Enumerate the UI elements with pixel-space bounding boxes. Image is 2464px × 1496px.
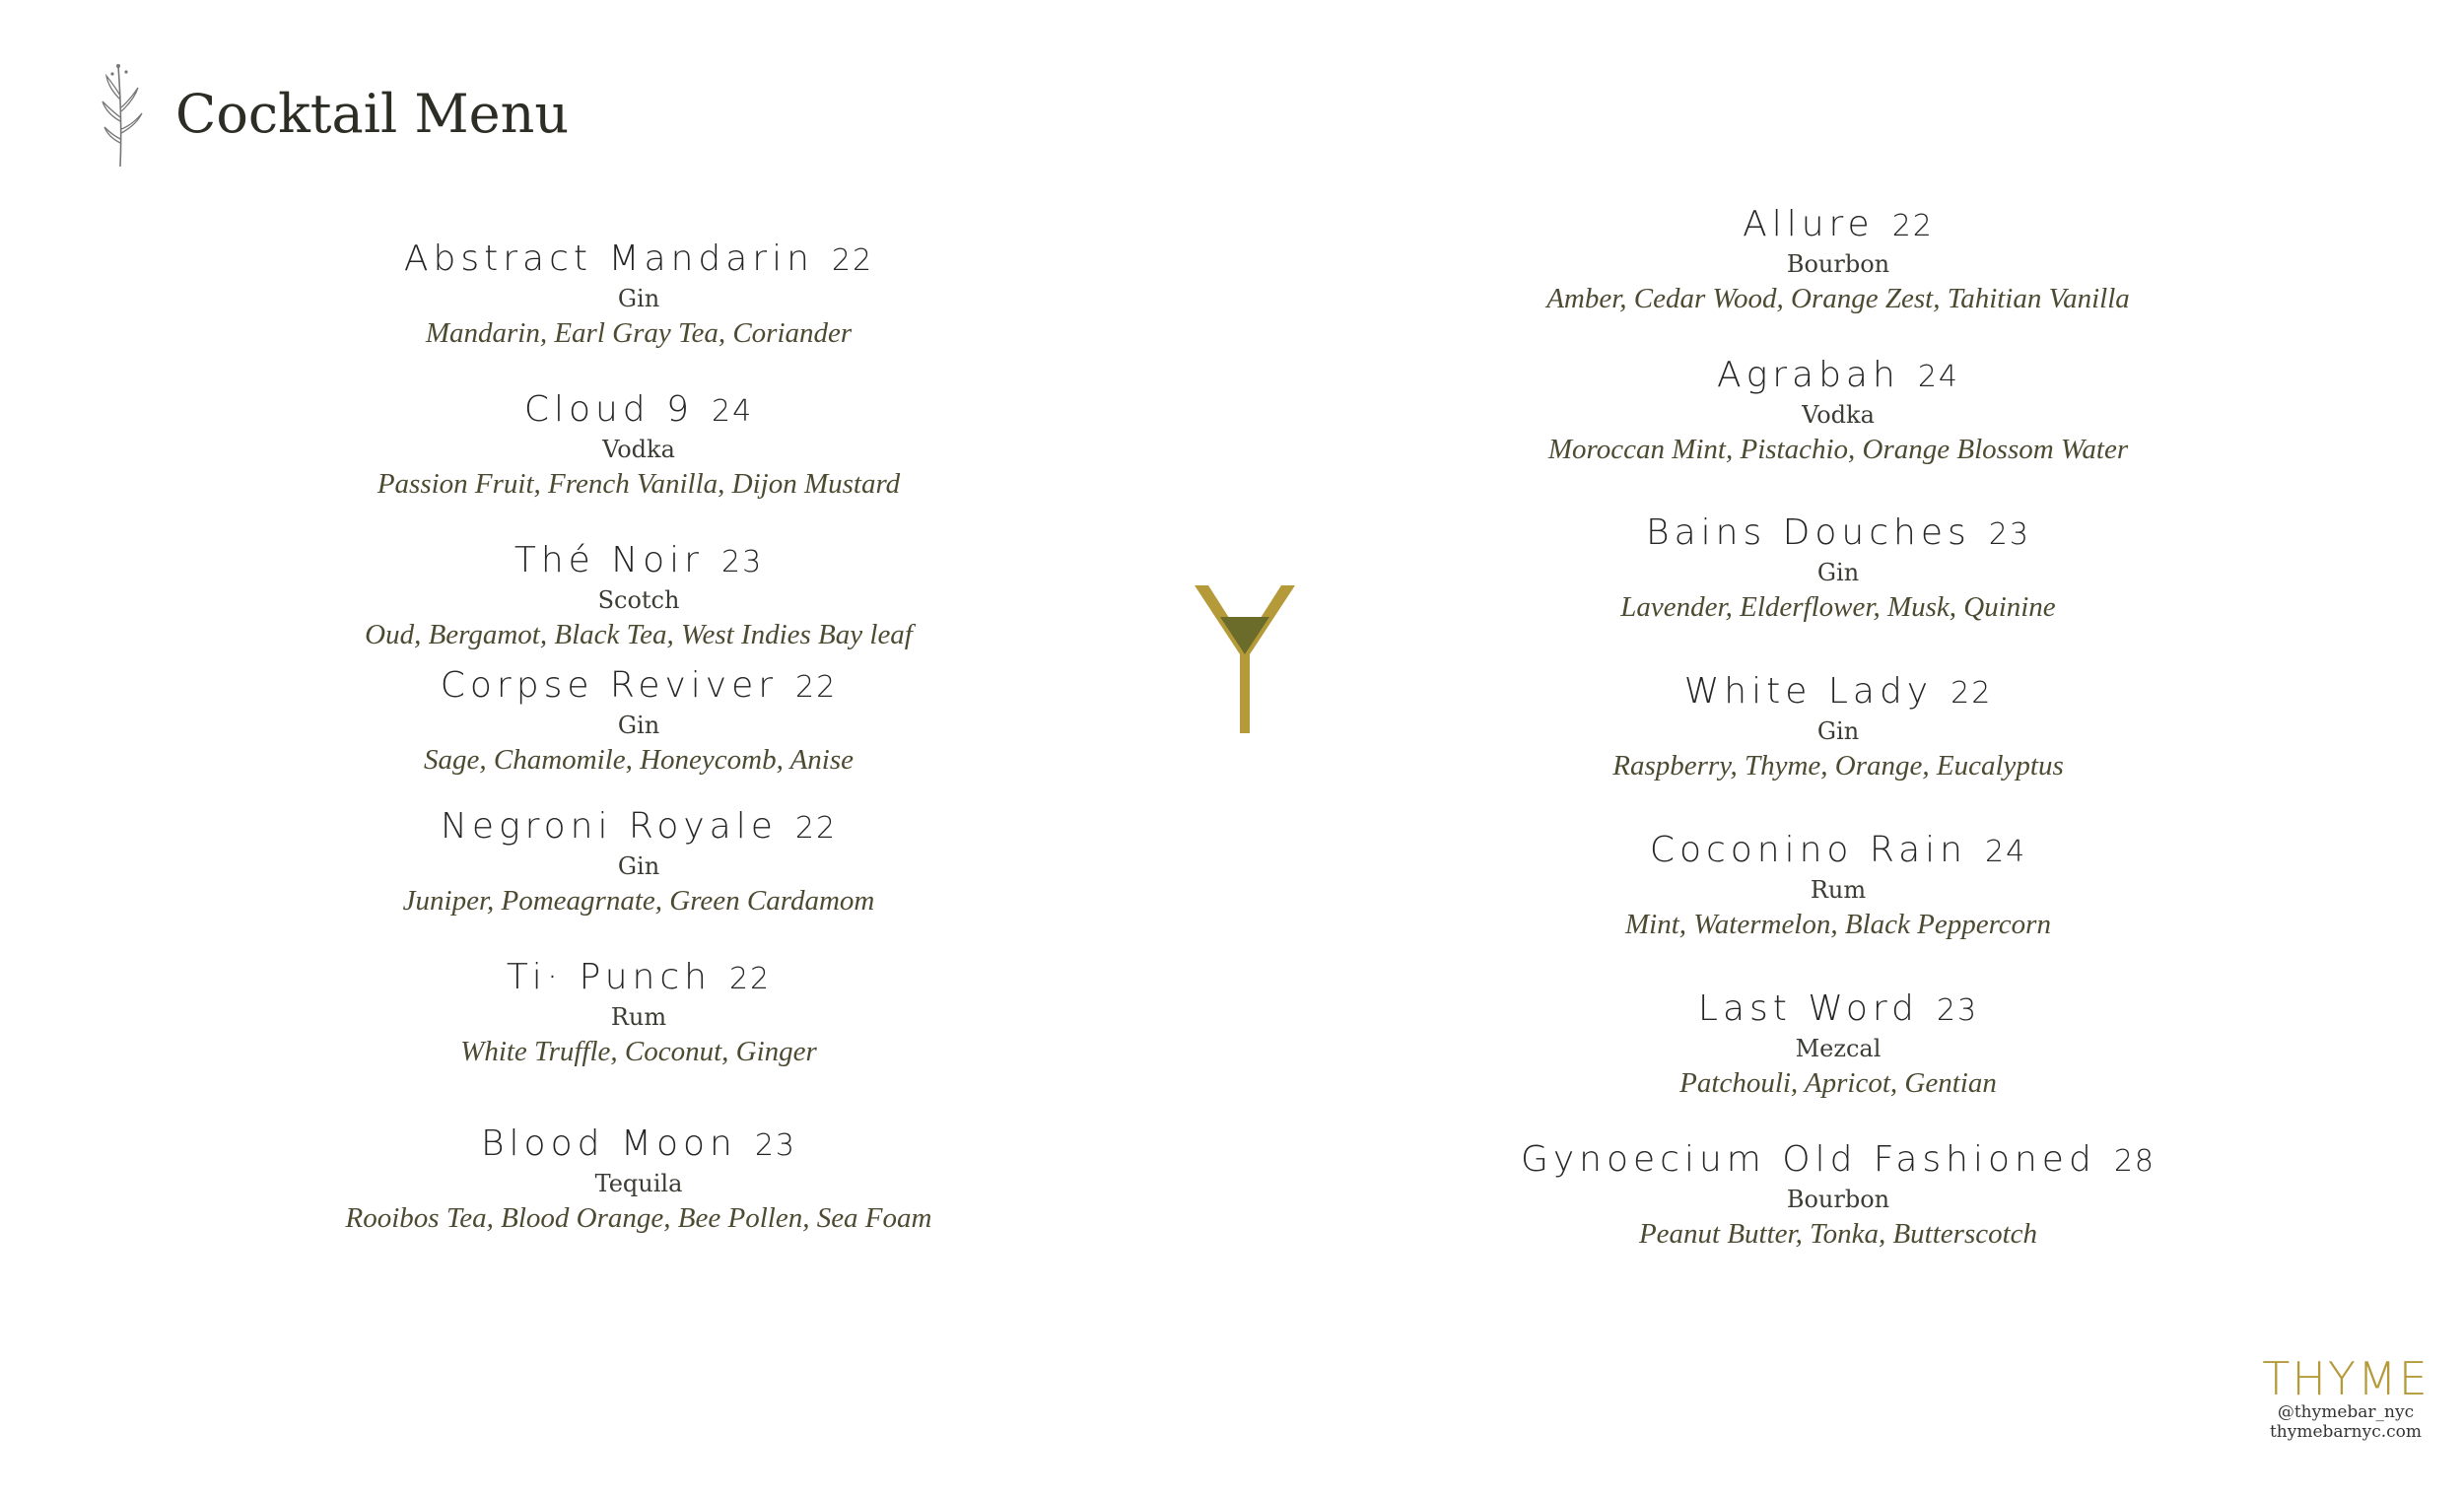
page-title: Cocktail Menu bbox=[175, 83, 570, 145]
cocktail-spirit: Tequila bbox=[594, 1170, 683, 1197]
menu-item bbox=[244, 540, 1033, 652]
cocktail-price: 22 bbox=[794, 811, 838, 846]
cocktail-spirit: Gin bbox=[1816, 559, 1860, 586]
cocktail-name: Thé Noir 23 bbox=[513, 540, 764, 580]
menu-item bbox=[244, 957, 1033, 1069]
cocktail-price: 22 bbox=[795, 670, 838, 705]
cocktail-spirit: Rum bbox=[610, 1003, 667, 1031]
cocktail-price: 23 bbox=[720, 545, 764, 579]
cocktail-price: 23 bbox=[754, 1128, 797, 1163]
cocktail-notes: Rooibos Tea, Blood Orange, Bee Pollen, Sea Foam bbox=[345, 1202, 932, 1234]
cocktail-name: White Lady 22 bbox=[1683, 671, 1993, 712]
cocktail-name: Ti· Punch 22 bbox=[506, 957, 772, 997]
cocktail-spirit: Vodka bbox=[1802, 401, 1875, 429]
cocktail-spirit: Gin bbox=[1816, 717, 1860, 745]
cocktail-spirit: Gin bbox=[617, 852, 660, 880]
cocktail-price: 28 bbox=[2113, 1144, 2156, 1179]
cocktail-price: 22 bbox=[1891, 209, 1934, 243]
cocktail-notes: White Truffle, Coconut, Ginger bbox=[460, 1036, 817, 1067]
brand-logo: THYME bbox=[2262, 1352, 2430, 1405]
cocktail-spirit: Scotch bbox=[597, 586, 680, 614]
cocktail-notes: Raspberry, Thyme, Orange, Eucalyptus bbox=[1612, 750, 2064, 782]
website-link[interactable]: thymebarnyc.com bbox=[2269, 1422, 2423, 1442]
cocktail-notes: Moroccan Mint, Pistachio, Orange Blossom Water bbox=[1547, 434, 2129, 465]
cocktail-price: 23 bbox=[1988, 517, 2030, 552]
cocktail-notes: Juniper, Pomeagrnate, Green Cardamom bbox=[402, 885, 875, 917]
cocktail-spirit: Vodka bbox=[602, 436, 675, 463]
cocktail-spirit: Gin bbox=[617, 712, 660, 739]
leaf-sprig-icon bbox=[99, 60, 146, 169]
menu-item bbox=[244, 806, 1033, 918]
menu-item bbox=[1444, 355, 2232, 467]
menu-item bbox=[1444, 1139, 2232, 1252]
cocktail-notes: Mint, Watermelon, Black Peppercorn bbox=[1625, 909, 2051, 940]
cocktail-price: 24 bbox=[712, 394, 754, 429]
cocktail-name: Negroni Royale 22 bbox=[440, 806, 838, 847]
cocktail-price: 22 bbox=[1951, 676, 1993, 711]
menu-item bbox=[1444, 671, 2232, 783]
cocktail-notes: Lavender, Elderflower, Musk, Quinine bbox=[1620, 591, 2056, 623]
cocktail-notes: Sage, Chamomile, Honeycomb, Anise bbox=[424, 744, 854, 776]
cocktail-name: Last Word 23 bbox=[1697, 988, 1979, 1029]
cocktail-notes: Passion Fruit, French Vanilla, Dijon Mustard bbox=[376, 468, 901, 500]
cocktail-spirit: Gin bbox=[617, 285, 660, 312]
cocktail-notes: Oud, Bergamot, Black Tea, West Indies Bay leaf bbox=[365, 619, 913, 650]
menu-item bbox=[244, 665, 1033, 778]
social-handle: @thymebar_nyc bbox=[2277, 1402, 2415, 1422]
cocktail-price: 22 bbox=[728, 962, 772, 996]
cocktail-spirit: Bourbon bbox=[1786, 250, 1890, 278]
cocktail-name: Corpse Reviver 22 bbox=[440, 665, 838, 706]
menu-item bbox=[244, 238, 1033, 351]
menu-item bbox=[244, 1123, 1033, 1236]
cocktail-name: Cloud 9 24 bbox=[523, 389, 754, 430]
cocktail-name: Coconino Rain 24 bbox=[1649, 830, 2027, 870]
brand-block bbox=[2257, 1352, 2434, 1442]
cocktail-glass-logo-icon bbox=[1191, 581, 1299, 739]
cocktail-spirit: Mezcal bbox=[1795, 1035, 1882, 1062]
menu-item bbox=[1444, 204, 2232, 316]
cocktail-notes: Patchouli, Apricot, Gentian bbox=[1679, 1067, 1997, 1099]
cocktail-price: 24 bbox=[1985, 835, 2027, 869]
cocktail-name: Allure 22 bbox=[1743, 204, 1934, 244]
cocktail-name: Blood Moon 23 bbox=[480, 1123, 797, 1164]
cocktail-name: Bains Douches 23 bbox=[1646, 512, 2030, 553]
cocktail-name: Abstract Mandarin 22 bbox=[403, 238, 874, 279]
menu-item bbox=[1444, 830, 2232, 942]
cocktail-price: 24 bbox=[1917, 360, 1959, 394]
menu-item bbox=[1444, 512, 2232, 625]
cocktail-spirit: Bourbon bbox=[1786, 1186, 1890, 1213]
menu-item bbox=[244, 389, 1033, 502]
cocktail-notes: Amber, Cedar Wood, Orange Zest, Tahitian Vanilla bbox=[1546, 283, 2130, 314]
cocktail-spirit: Rum bbox=[1810, 876, 1867, 904]
menu-header bbox=[99, 57, 569, 170]
cocktail-price: 22 bbox=[831, 243, 874, 278]
cocktail-notes: Mandarin, Earl Gray Tea, Coriander bbox=[425, 317, 853, 349]
cocktail-price: 23 bbox=[1936, 993, 1979, 1028]
cocktail-name: Agrabah 24 bbox=[1716, 355, 1959, 395]
cocktail-notes: Peanut Butter, Tonka, Butterscotch bbox=[1638, 1218, 2038, 1250]
cocktail-name: Gynoecium Old Fashioned 28 bbox=[1520, 1139, 2156, 1180]
menu-item bbox=[1444, 988, 2232, 1101]
